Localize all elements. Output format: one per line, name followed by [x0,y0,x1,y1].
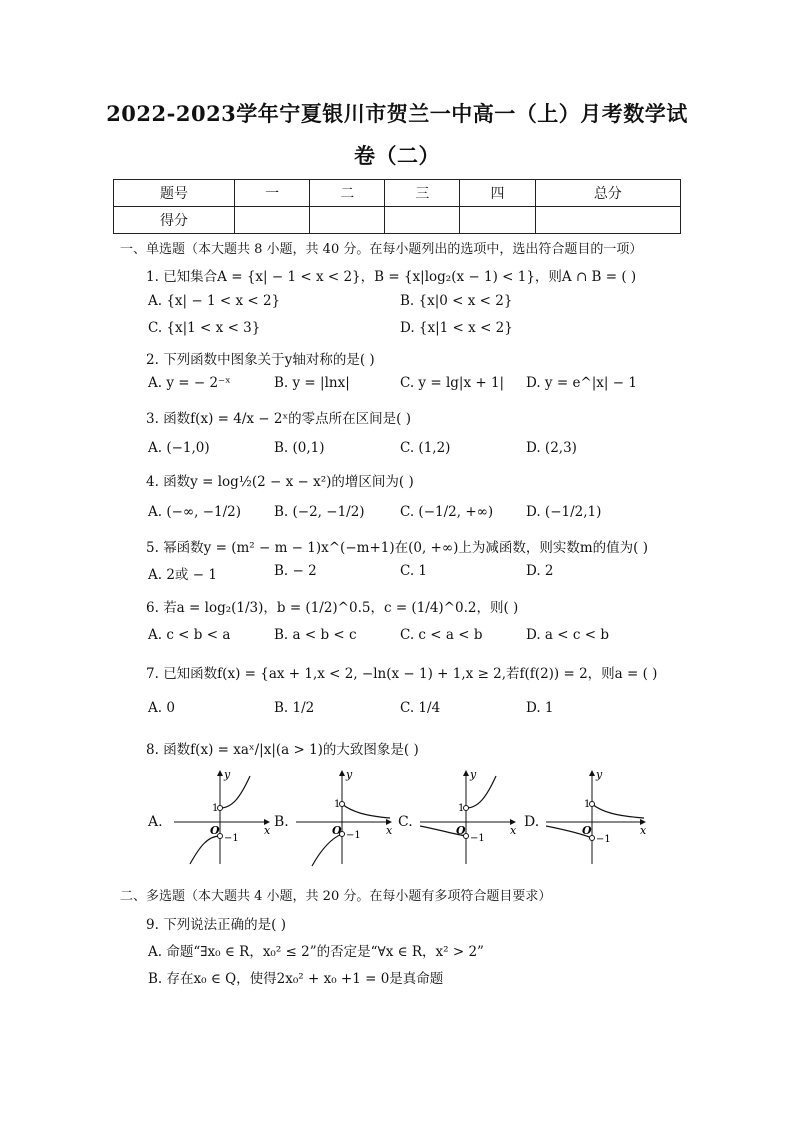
question-number: 2. [146,352,159,368]
score-cell [310,207,385,234]
question-5 [146,536,648,556]
graph-label-d: D. [524,814,540,830]
option-b: B. − 2 [274,563,317,579]
question-number: 6. [146,600,159,616]
option-b: B. a < b < c [274,627,357,643]
exam-title-line2: 卷（二） [354,143,440,168]
section-2-heading: 二、多选题（本大题共 4 小题，共 20 分。在每小题有多项符合题目要求） [120,889,552,904]
question-2 [146,348,375,368]
question-7 [146,662,657,682]
score-header-cell: 二 [310,180,385,207]
option-d: D. {x|1 < x < 2} [400,320,513,336]
option-c: C. (1,2) [400,440,451,456]
y-axis-label: y [224,768,231,781]
option-a: A. 命题“∃x₀ ∈ R，x₀² ≤ 2”的否定是“∀x ∈ R，x² > 2” [148,944,484,960]
question-stem: 下列说法正确的是( ) [163,917,287,933]
tick-label-negative: −1 [470,833,485,844]
question-3 [146,407,411,427]
section-1-heading: 一、单选题（本大题共 8 小题，共 40 分。在每小题列出的选项中，选出符合题目的一项） [120,242,643,257]
question-6 [146,596,518,616]
graph-options [140,768,660,868]
score-header-cell: 总分 [535,180,680,207]
question-stem: 若a = log₂(1/3)，b = (1/2)^0.5，c = (1/4)^0.2，则( ) [163,600,519,616]
y-axis-label: y [470,768,477,781]
score-table-header-row [114,180,681,207]
option-b: B. (−2, −1/2) [274,504,365,520]
option-a: A. (−∞, −1/2) [148,504,242,520]
tick-label-positive: 1 [212,803,219,814]
option-a: A. c < b < a [148,627,231,643]
question-4 [146,470,414,490]
question-number: 4. [146,474,159,490]
x-axis-label: x [264,824,271,837]
score-header-cell: 三 [385,180,460,207]
option-a: A. {x| − 1 < x < 2} [148,293,281,309]
score-cell [385,207,460,234]
option-c: C. (−1/2, +∞) [400,504,494,520]
exam-title-line1: 2022-2023学年宁夏银川市贺兰一中高一（上）月考数学试 [106,101,688,126]
y-axis-label: y [346,768,353,781]
tick-label-positive: 1 [334,799,341,810]
question-stem: 已知集合A = {x| − 1 < x < 2}，B = {x|log₂(x − 1) < 1}，则A ∩ B = ( ) [163,269,637,285]
option-b: B. 1/2 [274,700,315,716]
score-cell [235,207,310,234]
origin-label: O [582,824,592,837]
score-header-cell: 题号 [114,180,235,207]
option-a: A. 2或 − 1 [148,567,217,583]
origin-label: O [332,824,342,837]
option-a: A. 0 [148,700,175,716]
question-8 [146,738,419,758]
x-axis-label: x [386,824,393,837]
question-stem: 函数f(x) = xaˣ/|x|(a > 1)的大致图象是( ) [163,742,419,758]
question-stem: 下列函数中图象关于y轴对称的是( ) [163,352,375,368]
option-d: D. y = e^|x| − 1 [526,375,637,391]
question-9 [146,913,286,933]
y-axis-label: y [596,768,603,781]
question-1 [146,265,636,285]
option-b: B. (0,1) [274,440,325,456]
question-stem: 函数y = log½(2 − x − x²)的增区间为( ) [163,474,414,490]
question-stem: 幂函数y = (m² − m − 1)x^(−m+1)在(0, +∞)上为减函数，则实数m的值为( ) [163,540,648,556]
question-number: 7. [146,666,159,682]
option-d: D. 2 [526,563,554,579]
option-c: C. 1/4 [400,700,441,716]
graph-a [174,768,274,868]
option-b: B. y = |lnx| [274,375,350,391]
option-a: A. y = − 2⁻ˣ [148,375,231,391]
tick-label-negative: −1 [346,830,361,841]
option-d: D. (2,3) [526,440,577,456]
score-row-label: 得分 [114,207,235,234]
graph-d [546,768,650,868]
question-number: 5. [146,540,159,556]
graph-label-b: B. [274,814,289,830]
tick-label-positive: 1 [458,803,465,814]
option-b: B. {x|0 < x < 2} [400,293,513,309]
option-c: C. c < a < b [400,627,483,643]
option-b: B. 存在x₀ ∈ Q，使得2x₀² + x₀ +1 = 0是真命题 [148,971,444,987]
origin-label: O [456,824,466,837]
tick-label-negative: −1 [596,834,611,845]
score-table-score-row [114,207,681,234]
option-c: C. {x|1 < x < 3} [148,320,261,336]
question-number: 1. [146,269,159,285]
option-c: C. y = lg|x + 1| [400,375,505,391]
graph-label-c: C. [398,814,413,830]
graph-b [296,768,396,868]
tick-label-positive: 1 [584,799,591,810]
x-axis-label: x [640,824,647,837]
tick-label-negative: −1 [224,833,239,844]
score-table [113,179,681,234]
score-cell [460,207,535,234]
graph-label-a: A. [148,814,163,830]
question-number: 8. [146,742,159,758]
option-a: A. (−1,0) [148,440,210,456]
question-number: 3. [146,411,159,427]
graph-c [420,768,520,868]
x-axis-label: x [510,824,517,837]
question-number: 9. [146,917,159,933]
question-stem: 已知函数f(x) = {ax + 1,x < 2, −ln(x − 1) + 1,x ≥ 2,若f(f(2)) = 2，则a = ( ) [163,666,658,682]
score-header-cell: 四 [460,180,535,207]
score-cell [535,207,680,234]
option-c: C. 1 [400,563,428,579]
question-stem: 函数f(x) = 4/x − 2ˣ的零点所在区间是( ) [163,411,412,427]
option-d: D. a < c < b [526,627,609,643]
origin-label: O [210,824,220,837]
option-d: D. (−1/2,1) [526,504,602,520]
option-d: D. 1 [526,700,554,716]
score-header-cell: 一 [235,180,310,207]
